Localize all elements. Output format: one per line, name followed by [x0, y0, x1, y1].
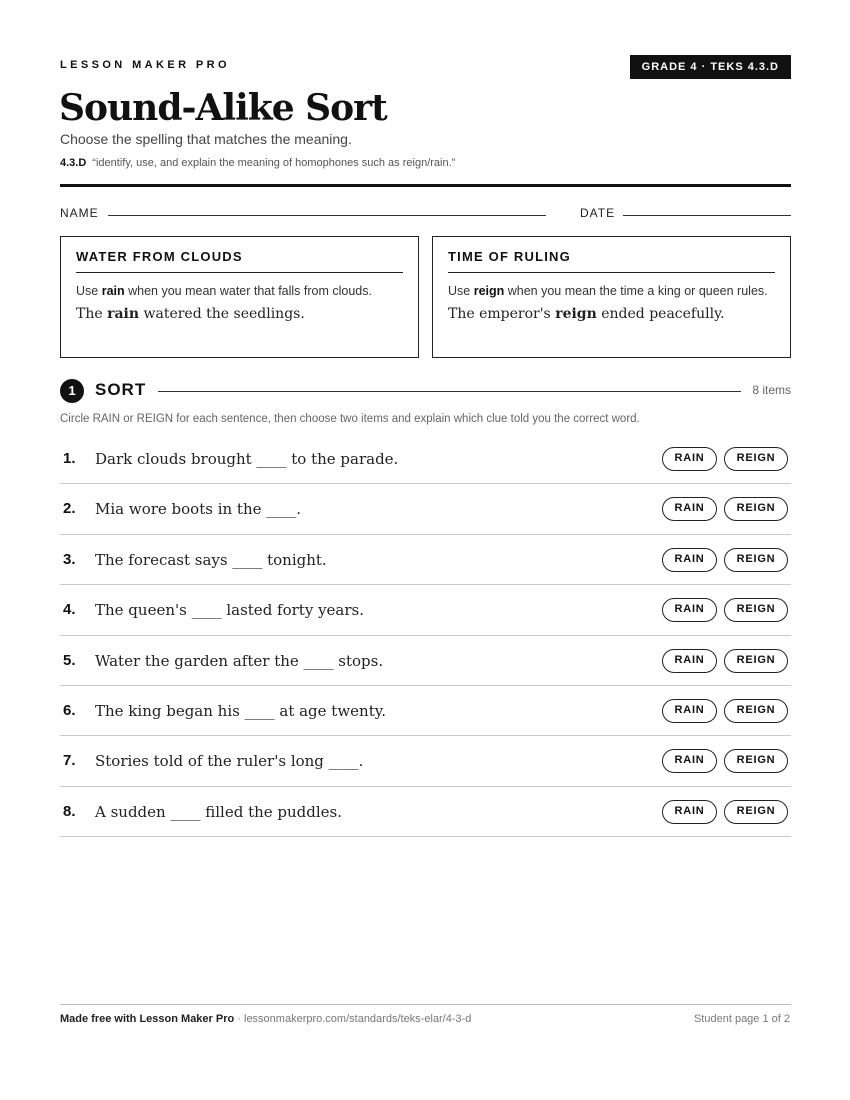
question-number: 3. — [63, 550, 76, 568]
instructions: Circle RAIN or REIGN for each sentence, then choose two items and explain which clue told you the correct word. — [60, 413, 640, 425]
page-header — [60, 55, 791, 79]
box-example: The rain watered the seedlings. — [76, 306, 305, 322]
choice-rain-button[interactable]: RAIN — [662, 598, 717, 622]
question-text: A sudden ____ filled the puddles. — [95, 802, 343, 821]
key-word: reign — [473, 284, 505, 298]
box-title: WATER FROM CLOUDS — [76, 249, 403, 273]
brand-name: LESSON MAKER PRO — [60, 59, 230, 71]
choice-rain-button[interactable]: RAIN — [662, 548, 717, 572]
question-number: 8. — [63, 802, 76, 820]
question-row — [60, 585, 791, 635]
answer-choices — [662, 649, 788, 673]
choice-reign-button[interactable]: REIGN — [724, 800, 788, 824]
header-divider — [60, 184, 791, 187]
question-text: Mia wore boots in the ____. — [95, 500, 302, 519]
question-text: The queen's ____ lasted forty years. — [95, 601, 365, 620]
choice-reign-button[interactable]: REIGN — [724, 548, 788, 572]
rain-definition-box — [60, 236, 419, 358]
question-text: The king began his ____ at age twenty. — [95, 701, 386, 720]
choice-reign-button[interactable]: REIGN — [724, 447, 788, 471]
standard-text: “identify, use, and explain the meaning of homophones such as reign/rain.” — [92, 157, 456, 169]
question-number: 1. — [63, 450, 76, 467]
question-number: 6. — [63, 701, 76, 719]
choice-rain-button[interactable]: RAIN — [662, 699, 717, 723]
key-word: rain — [107, 306, 140, 322]
choice-reign-button[interactable]: REIGN — [724, 699, 788, 723]
choice-reign-button[interactable]: REIGN — [724, 649, 788, 673]
footer-credit — [60, 1013, 471, 1025]
question-text: Stories told of the ruler's long ____. — [95, 752, 364, 771]
choice-rain-button[interactable]: RAIN — [662, 649, 717, 673]
question-row — [60, 686, 791, 736]
item-count: 8 items — [752, 383, 791, 397]
question-row — [60, 484, 791, 534]
footer-divider — [60, 1004, 791, 1005]
standard-code: 4.3.D — [60, 157, 87, 169]
question-number: 7. — [63, 752, 76, 770]
choice-reign-button[interactable]: REIGN — [724, 749, 788, 773]
reign-definition-box — [432, 236, 791, 358]
choice-reign-button[interactable]: REIGN — [724, 497, 788, 521]
question-number: 2. — [63, 500, 76, 518]
question-row — [60, 787, 791, 837]
question-number: 5. — [63, 651, 76, 669]
page-number: Student page 1 of 2 — [693, 1013, 790, 1025]
answer-choices — [662, 447, 788, 471]
question-number: 4. — [63, 601, 76, 619]
box-definition: Use rain when you mean water that falls from clouds. — [76, 284, 372, 298]
question-text: Water the garden after the ____ stops. — [95, 651, 384, 670]
question-text: Dark clouds brought ____ to the parade. — [95, 450, 399, 468]
question-row — [60, 636, 791, 686]
box-example: The emperor's reign ended peacefully. — [448, 306, 725, 322]
answer-choices — [662, 598, 788, 622]
section-divider — [158, 391, 741, 392]
date-field[interactable] — [623, 215, 791, 216]
section-number-badge: 1 — [60, 379, 84, 403]
key-word: reign — [555, 306, 597, 322]
grade-badge: GRADE 4 · TEKS 4.3.D — [630, 55, 791, 79]
answer-choices — [662, 749, 788, 773]
page-title: Sound-Alike Sort — [59, 87, 387, 129]
footer-made: Made free with Lesson Maker Pro — [60, 1013, 235, 1025]
box-definition: Use reign when you mean the time a king or queen rules. — [448, 284, 768, 298]
question-list — [60, 434, 791, 837]
box-title: TIME OF RULING — [448, 249, 775, 273]
footer-url: · lessonmakerpro.com/standards/teks-elar/4-3-d — [234, 1013, 472, 1025]
choice-rain-button[interactable]: RAIN — [662, 749, 717, 773]
page-subtitle: Choose the spelling that matches the meaning. — [60, 131, 352, 147]
choice-rain-button[interactable]: RAIN — [662, 447, 717, 471]
section-title: SORT — [95, 380, 147, 399]
date-label: DATE — [580, 206, 616, 220]
answer-choices — [662, 800, 788, 824]
name-label: NAME — [60, 206, 99, 220]
answer-choices — [662, 699, 788, 723]
choice-rain-button[interactable]: RAIN — [662, 800, 717, 824]
question-row — [60, 736, 791, 786]
key-word: rain — [101, 284, 125, 298]
name-field[interactable] — [108, 215, 546, 216]
choice-rain-button[interactable]: RAIN — [662, 497, 717, 521]
answer-choices — [662, 497, 788, 521]
question-row — [60, 535, 791, 585]
standard-line — [60, 157, 455, 169]
question-text: The forecast says ____ tonight. — [95, 550, 327, 569]
answer-choices — [662, 548, 788, 572]
choice-reign-button[interactable]: REIGN — [724, 598, 788, 622]
question-row — [60, 434, 791, 484]
section-header — [60, 379, 791, 403]
